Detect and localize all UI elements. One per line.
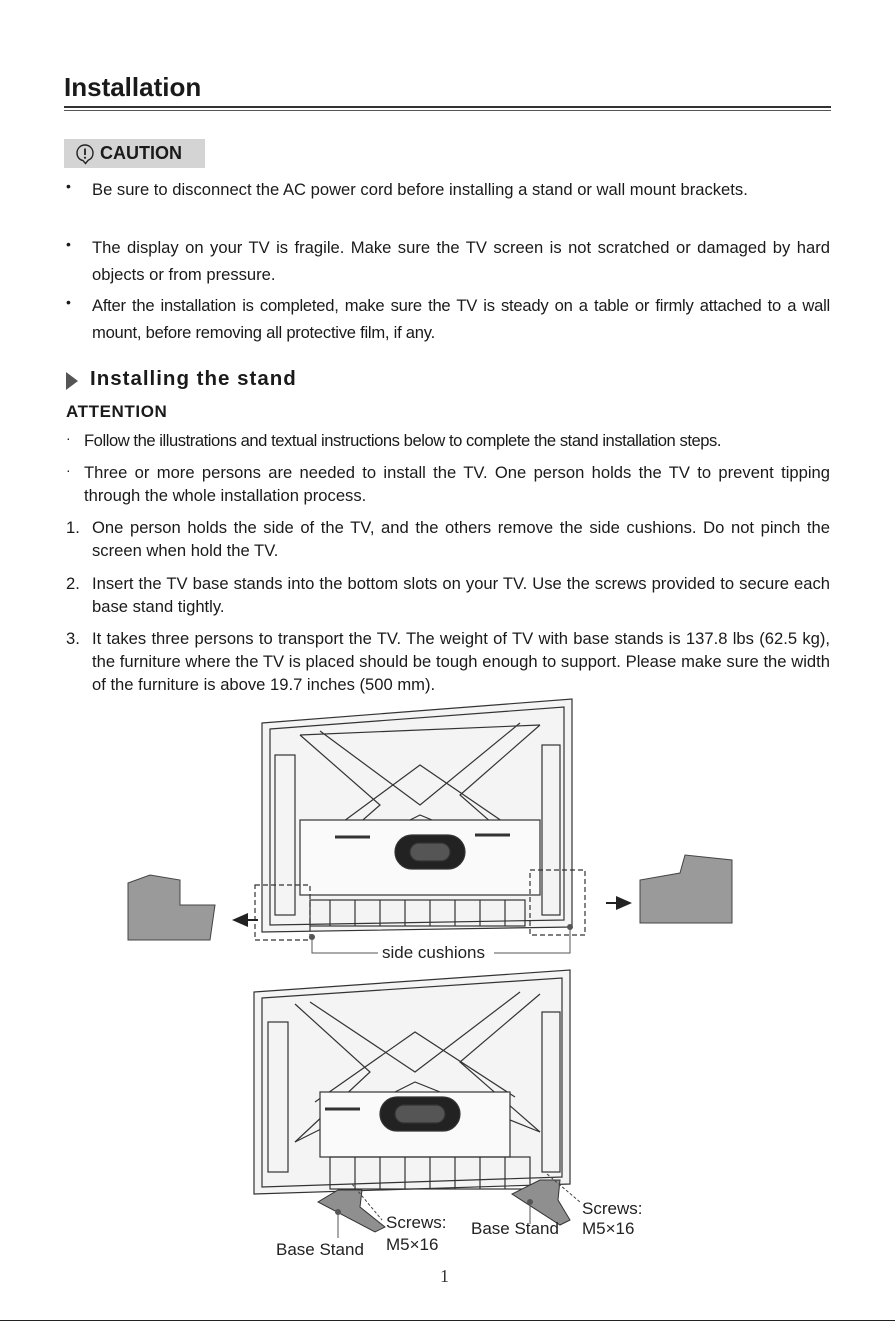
tv-cushion-illustration [120,695,750,965]
screws-left-size: M5×16 [386,1235,439,1254]
step-3-text: It takes three persons to transport the TV. The weight of TV with base stands is 137.8 lbs (62.5 kg), the furniture where the TV is placed should be tough enough to support. Please make sure the width of the furniture is above 19.7 inches (500 mm). [92,629,830,694]
step-number: 1. [66,518,80,537]
step-number: 3. [66,629,80,648]
warning-icon [74,143,96,165]
caution-badge [64,139,205,168]
side-cushions-label: side cushions [382,943,486,962]
attention-bullet-1: Follow the illustrations and textual instructions below to complete the stand installation steps. [84,431,722,450]
bullet-dot: • [66,236,71,252]
title-rule [64,106,831,108]
triangle-icon [66,372,78,390]
screws-right-label: Screws: [582,1199,643,1218]
step-1-text: One person holds the side of the TV, and the others remove the side cushions. Do not pinch the screen when hold the TV. [92,518,830,560]
screws-left-label: Screws: [386,1213,447,1232]
bullet-dot: · [66,462,71,478]
bullet-dot: · [66,430,71,446]
step-number: 2. [66,574,80,593]
bottom-rule [0,1320,895,1321]
caution-bullet-2: The display on your TV is fragile. Make sure the TV screen is not scratched or damaged by hard objects or from pressure. [92,238,830,284]
bullet-dot: • [66,294,71,310]
title-rule-thin [64,110,831,111]
page-title: Installation [64,72,202,102]
screws-right-size: M5×16 [582,1219,635,1238]
base-stand-left-label: Base Stand [276,1240,364,1259]
base-stand-right-label: Base Stand [471,1219,559,1238]
attention-bullet-2: Three or more persons are needed to install the TV. One person holds the TV to prevent tipping through the whole installation process. [84,463,830,505]
bullet-dot: • [66,178,71,194]
section-heading: Installing the stand [90,367,297,390]
page-number: 1 [440,1266,449,1286]
step-2-text: Insert the TV base stands into the bottom slots on your TV. Use the screws provided to secure each base stand tightly. [92,574,830,616]
attention-label: ATTENTION [66,402,168,421]
caution-bullet-1: Be sure to disconnect the AC power cord before installing a stand or wall mount brackets. [92,180,748,199]
caution-label: CAUTION [100,143,182,163]
caution-bullet-3: After the installation is completed, make sure the TV is steady on a table or firmly attached to a wall mount, before removing all protective film, if any. [92,296,830,342]
